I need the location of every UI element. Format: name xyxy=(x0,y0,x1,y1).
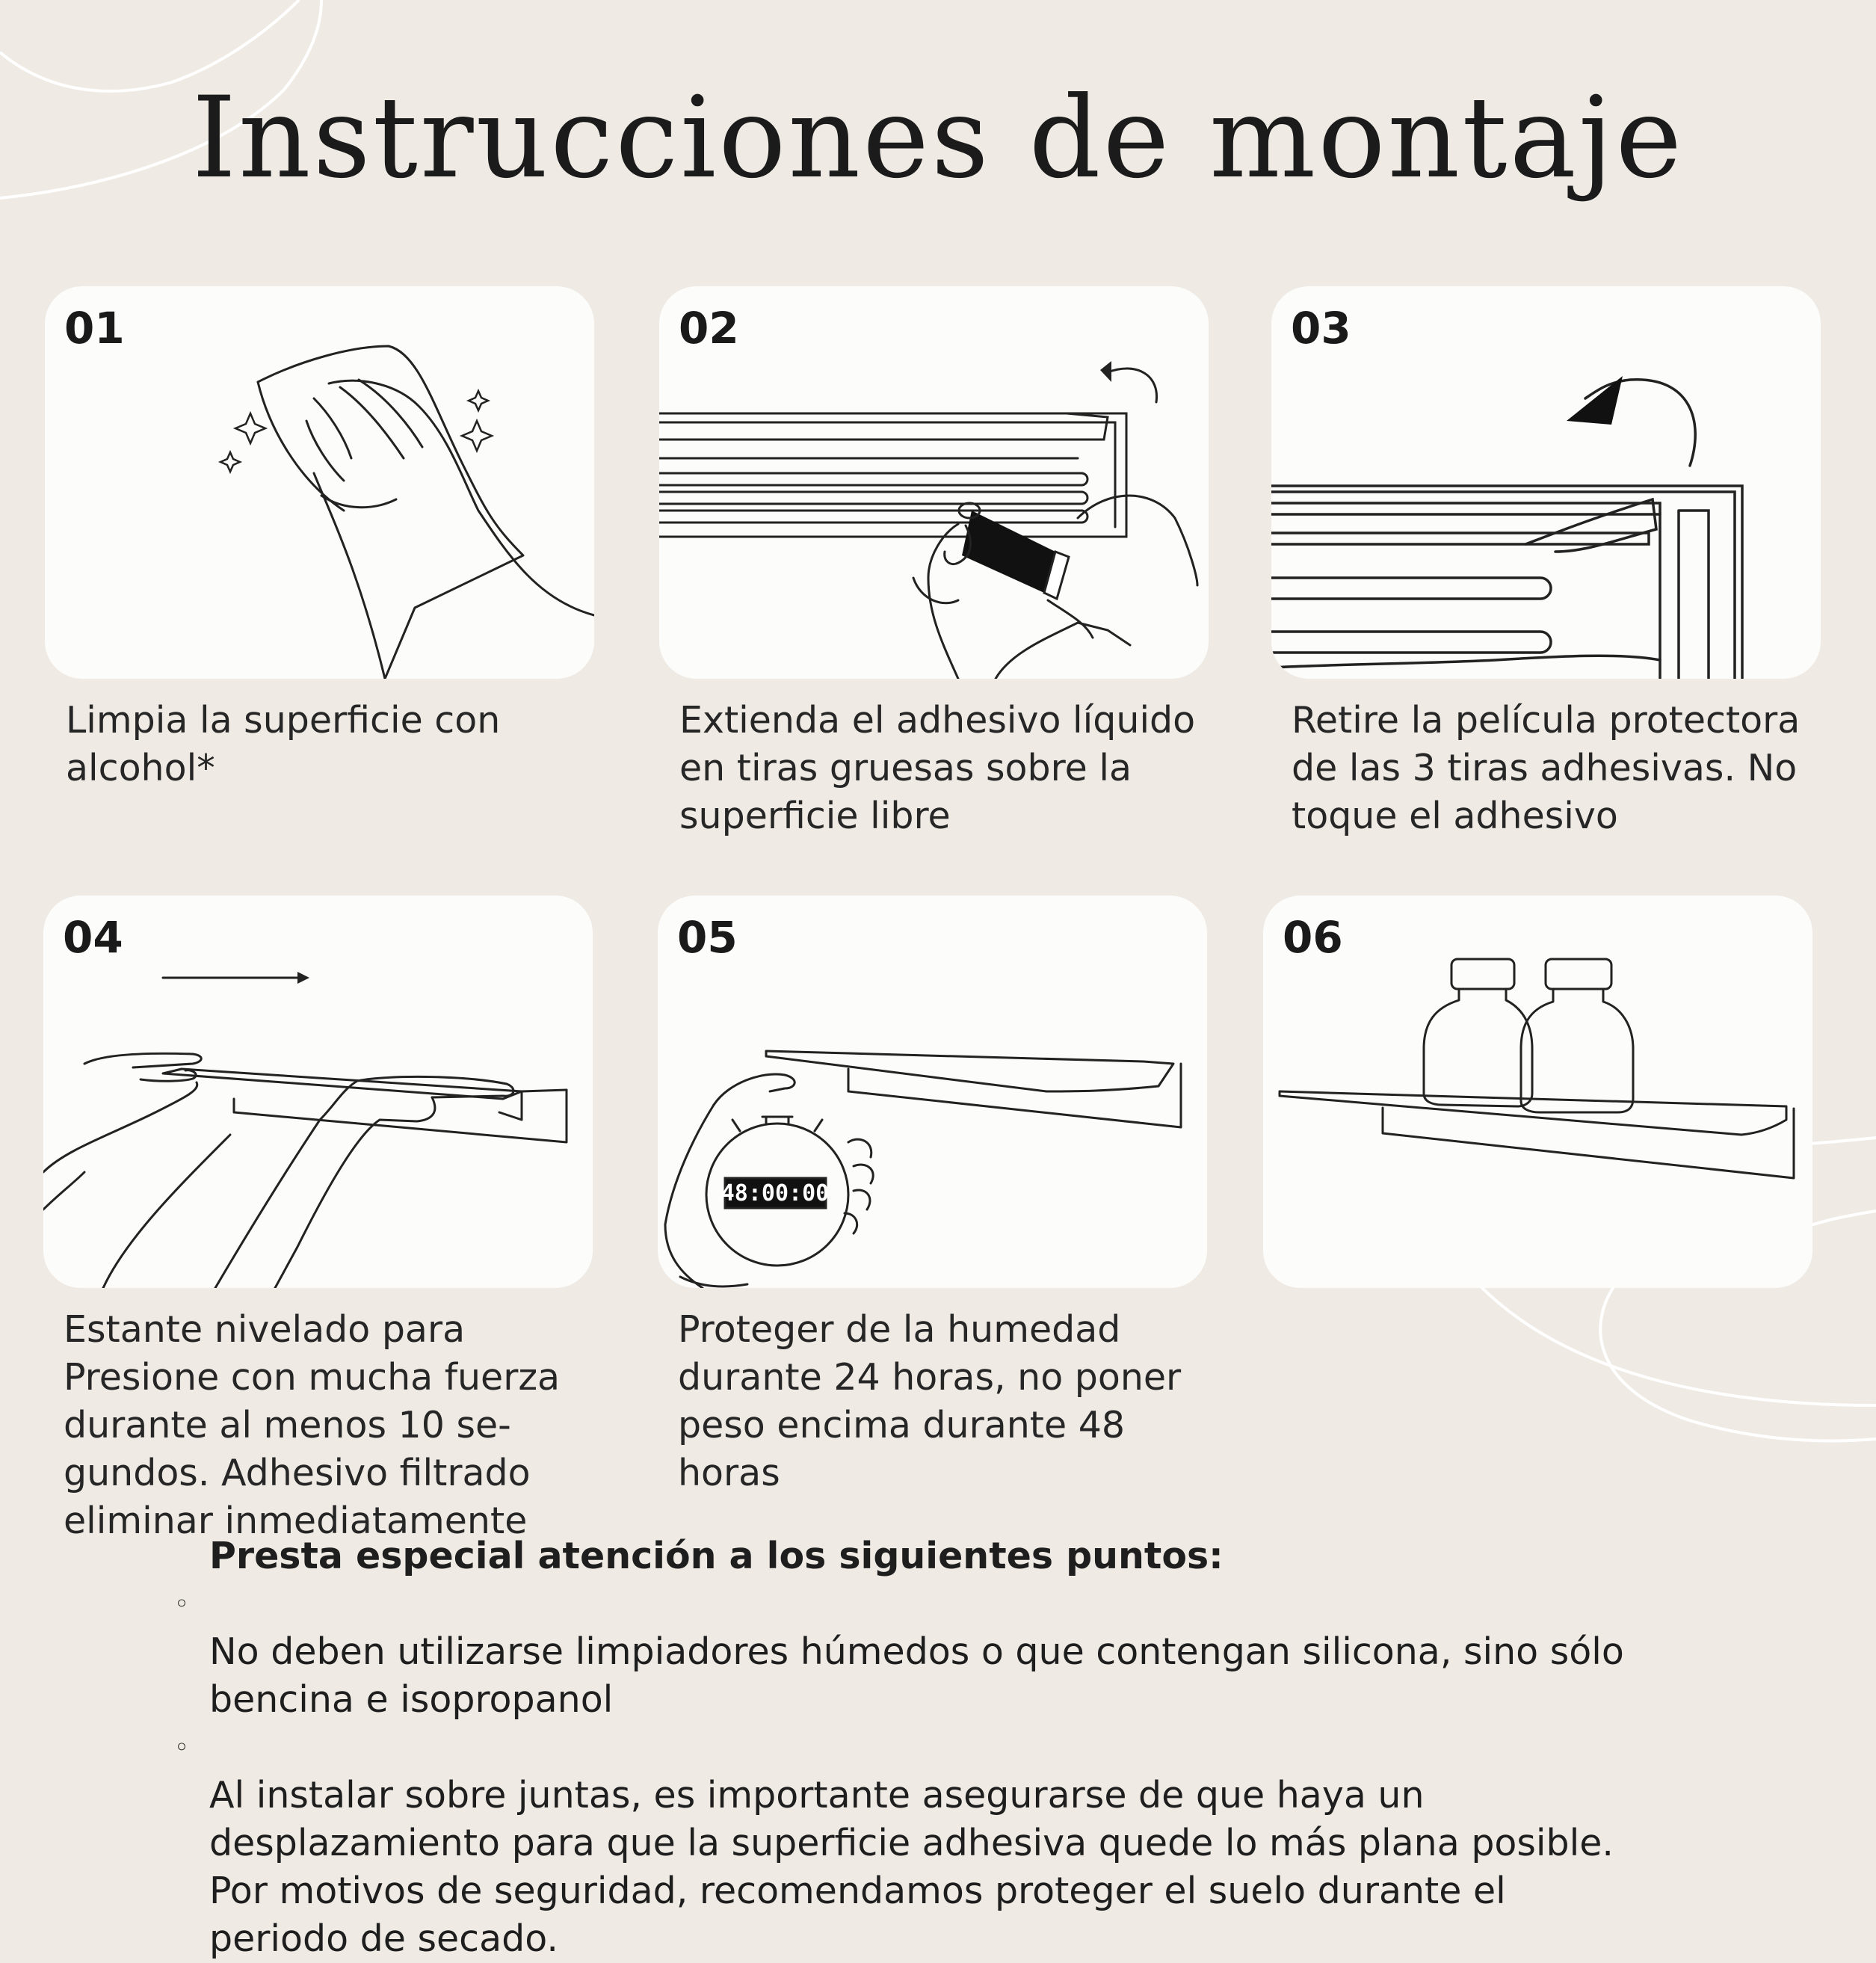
bullet-icon: ◦ xyxy=(174,1589,190,1619)
shelf-with-jars-icon xyxy=(1263,896,1812,1288)
step-number: 02 xyxy=(679,303,739,354)
note-text: Al instalar sobre juntas, es importante asegurarse de que haya un desplazamiento para que la superficie adhesiva quede lo más plana posible. Por motivos de seguridad, recomendamos proteger el suelo durante el periodo de secado. xyxy=(209,1774,1614,1960)
notes-heading: Presta especial atención a los siguientes puntos: xyxy=(209,1535,1224,1577)
peel-film-icon xyxy=(1271,286,1821,679)
notes-section xyxy=(174,1532,1704,1963)
timer-display: 48:00:00 xyxy=(721,1180,830,1207)
step-card-01 xyxy=(45,286,594,679)
step-number: 06 xyxy=(1283,912,1343,963)
list-item xyxy=(174,1580,1704,1724)
step-number: 05 xyxy=(677,912,738,963)
step-card-04 xyxy=(43,896,593,1288)
note-text: No deben utilizarse limpiadores húmedos o que contengan silicona, sino sólo bencina e isopropanol xyxy=(209,1630,1624,1721)
step-description-02: Extienda el adhesivo líquido en tiras gruesas sobre la superficie libre xyxy=(679,699,1196,837)
hand-wiping-cloth-icon xyxy=(45,286,594,679)
page-title: Instrucciones de montaje xyxy=(191,73,1685,203)
step-number: 01 xyxy=(64,303,125,354)
step-description-03: Retire la película protectora de las 3 tiras adhesivas. No toque el adhesivo xyxy=(1292,699,1801,837)
step-description-04: Estante nivelado para Presione con mucha fuerza durante al menos 10 se- gundos. Adhesivo filtrado eliminar inmediatamente xyxy=(64,1308,561,1542)
notes-list xyxy=(174,1580,1704,1963)
step-description-01: Limpia la superficie con alcohol* xyxy=(66,699,501,789)
stopwatch-icon xyxy=(658,896,1207,1288)
step-number: 04 xyxy=(63,912,123,963)
list-item xyxy=(174,1724,1704,1963)
step-card-05 xyxy=(658,896,1207,1288)
bullet-icon: ◦ xyxy=(174,1733,190,1763)
step-card-02 xyxy=(659,286,1209,679)
step-card-06 xyxy=(1263,896,1812,1288)
step-description-05: Proteger de la humedad durante 24 horas, no poner peso encima durante 48 horas xyxy=(678,1308,1182,1494)
glue-tube-icon xyxy=(659,286,1209,679)
step-card-03 xyxy=(1271,286,1821,679)
step-number: 03 xyxy=(1291,303,1351,354)
hands-pressing-shelf-icon xyxy=(43,896,593,1288)
